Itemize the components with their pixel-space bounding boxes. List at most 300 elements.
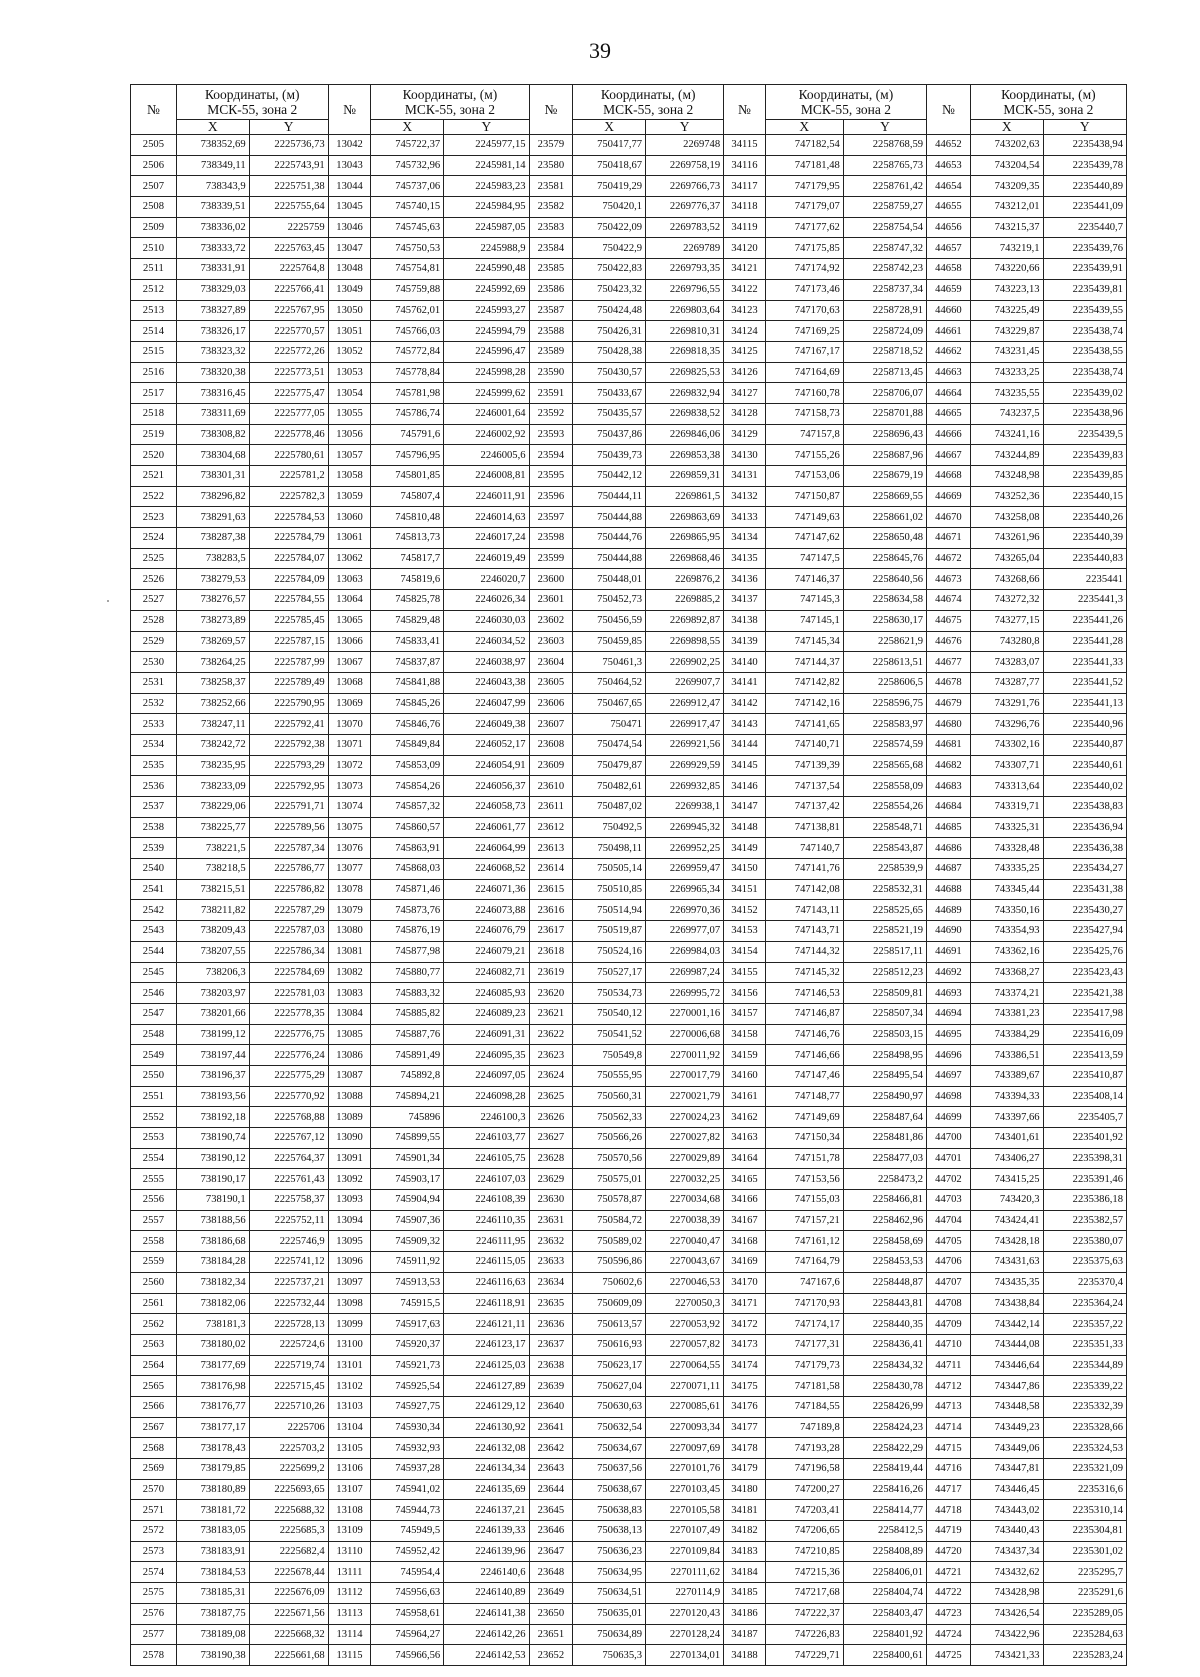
coord-header-line2: МСК-55, зона 2 [603,102,694,117]
point-number: 34131 [724,466,766,487]
y-coordinate: 2225767,95 [249,300,328,321]
y-coordinate: 2225719,74 [249,1355,328,1376]
point-number: 13071 [328,734,371,755]
y-coordinate: 2235441,28 [1043,631,1126,652]
x-coordinate: 743335,25 [970,859,1043,880]
y-coordinate: 2246026,34 [444,590,529,611]
x-coordinate: 743209,35 [970,176,1043,197]
x-coordinate: 738207,55 [176,941,249,962]
point-number: 44710 [927,1334,971,1355]
y-coordinate: 2225789,56 [249,817,328,838]
point-number: 2570 [131,1479,177,1500]
table-row [131,1521,1127,1542]
x-coordinate: 747145,1 [765,610,843,631]
point-number: 13085 [328,1024,371,1045]
x-coordinate: 745740,15 [371,197,444,218]
table-row [131,1190,1127,1211]
x-coordinate: 745956,63 [371,1583,444,1604]
point-number: 13114 [328,1624,371,1645]
x-coordinate: 750596,86 [573,1252,646,1273]
x-coordinate: 745754,81 [371,259,444,280]
x-coordinate: 745877,98 [371,941,444,962]
x-coordinate: 747150,34 [765,1128,843,1149]
y-header: Y [249,120,328,135]
y-coordinate: 2225693,65 [249,1479,328,1500]
x-coordinate: 750623,17 [573,1355,646,1376]
y-coordinate: 2235440,02 [1043,776,1126,797]
x-coordinate: 738242,72 [176,734,249,755]
point-number: 44686 [927,838,971,859]
x-coordinate: 745817,7 [371,548,444,569]
y-coordinate: 2225743,91 [249,155,328,176]
x-coordinate: 743374,21 [970,983,1043,1004]
point-number: 34157 [724,1003,766,1024]
x-coordinate: 750419,29 [573,176,646,197]
x-coordinate: 747138,81 [765,817,843,838]
table-row [131,1562,1127,1583]
x-coordinate: 745949,5 [371,1521,444,1542]
y-coordinate: 2258422,29 [843,1438,926,1459]
y-coordinate: 2258661,02 [843,507,926,528]
point-number: 44672 [927,548,971,569]
x-coordinate: 750634,51 [573,1583,646,1604]
table-row [131,1417,1127,1438]
y-coordinate: 2225710,26 [249,1396,328,1417]
y-coordinate: 2235304,81 [1043,1521,1126,1542]
x-coordinate: 743212,01 [970,197,1043,218]
x-coordinate: 738258,37 [176,672,249,693]
point-number: 2559 [131,1252,177,1273]
y-coordinate: 2258477,03 [843,1148,926,1169]
x-coordinate: 745854,26 [371,776,444,797]
point-number: 34124 [724,321,766,342]
y-coordinate: 2269929,59 [646,755,724,776]
y-coordinate: 2246049,38 [444,714,529,735]
x-coordinate: 747226,83 [765,1624,843,1645]
y-coordinate: 2258543,87 [843,838,926,859]
x-coordinate: 743401,61 [970,1128,1043,1149]
y-coordinate: 2245987,05 [444,217,529,238]
x-coordinate: 750638,13 [573,1521,646,1542]
y-header: Y [1043,120,1126,135]
y-coordinate: 2269898,55 [646,631,724,652]
y-coordinate: 2270071,11 [646,1376,724,1397]
table-row [131,1065,1127,1086]
y-coordinate: 2269868,46 [646,548,724,569]
table-row [131,1128,1127,1149]
x-coordinate: 745873,76 [371,900,444,921]
x-coordinate: 747139,39 [765,755,843,776]
point-number: 34137 [724,590,766,611]
x-coordinate: 743215,37 [970,217,1043,238]
y-coordinate: 2225763,45 [249,238,328,259]
y-coordinate: 2269863,69 [646,507,724,528]
x-coordinate: 750634,89 [573,1624,646,1645]
y-coordinate: 2235427,94 [1043,921,1126,942]
x-coordinate: 743442,14 [970,1314,1043,1335]
x-coordinate: 745845,26 [371,693,444,714]
x-coordinate: 745896 [371,1107,444,1128]
point-number: 34170 [724,1272,766,1293]
y-coordinate: 2270038,39 [646,1210,724,1231]
y-coordinate: 2235439,83 [1043,445,1126,466]
x-coordinate: 750613,57 [573,1314,646,1335]
point-number: 34122 [724,279,766,300]
point-number: 2561 [131,1293,177,1314]
y-coordinate: 2270128,24 [646,1624,724,1645]
x-coordinate: 738188,56 [176,1210,249,1231]
x-coordinate: 738181,3 [176,1314,249,1335]
y-coordinate: 2246079,21 [444,941,529,962]
point-number: 34188 [724,1645,766,1666]
x-coordinate: 745952,42 [371,1541,444,1562]
y-coordinate: 2246097,05 [444,1065,529,1086]
y-coordinate: 2225706 [249,1417,328,1438]
point-number: 34144 [724,734,766,755]
x-coordinate: 750527,17 [573,962,646,983]
y-coordinate: 2235440,89 [1043,176,1126,197]
y-coordinate: 2269892,87 [646,610,724,631]
x-coordinate: 743428,18 [970,1231,1043,1252]
table-row [131,1148,1127,1169]
point-number: 44677 [927,652,971,673]
y-coordinate: 2235301,02 [1043,1541,1126,1562]
y-coordinate: 2225758,37 [249,1190,328,1211]
y-coordinate: 2269917,47 [646,714,724,735]
x-coordinate: 750562,33 [573,1107,646,1128]
point-number: 2555 [131,1169,177,1190]
point-number: 2539 [131,838,177,859]
coord-header-line2: МСК-55, зона 2 [404,102,496,117]
x-coordinate: 750456,59 [573,610,646,631]
x-coordinate: 743420,3 [970,1190,1043,1211]
x-coordinate: 743283,07 [970,652,1043,673]
point-number: 23602 [529,610,573,631]
x-coordinate: 747229,71 [765,1645,843,1666]
point-number: 44658 [927,259,971,280]
point-number: 44684 [927,797,971,818]
point-number: 44670 [927,507,971,528]
y-coordinate: 2246107,03 [444,1169,529,1190]
point-number: 44656 [927,217,971,238]
num-header: № [529,85,573,135]
table-row [131,1231,1127,1252]
point-number: 44725 [927,1645,971,1666]
point-number: 23611 [529,797,573,818]
point-number: 13076 [328,838,371,859]
coord-header [573,85,724,120]
point-number: 34132 [724,486,766,507]
y-coordinate: 2246142,26 [444,1624,529,1645]
y-coordinate: 2225764,37 [249,1148,328,1169]
y-coordinate: 2258481,86 [843,1128,926,1149]
y-coordinate: 2235357,22 [1043,1314,1126,1335]
y-coordinate: 2235295,7 [1043,1562,1126,1583]
table-row [131,590,1127,611]
y-coordinate: 2270114,9 [646,1583,724,1604]
x-coordinate: 745903,17 [371,1169,444,1190]
y-coordinate: 2269758,19 [646,155,724,176]
y-coordinate: 2245990,48 [444,259,529,280]
x-coordinate: 745892,8 [371,1065,444,1086]
page-number: 39 [589,38,611,63]
table-row [131,776,1127,797]
x-coordinate: 743368,27 [970,962,1043,983]
y-coordinate: 2258737,34 [843,279,926,300]
y-coordinate: 2246017,24 [444,528,529,549]
y-coordinate: 2269952,25 [646,838,724,859]
x-coordinate: 750420,1 [573,197,646,218]
x-coordinate: 747146,76 [765,1024,843,1045]
x-coordinate: 743443,02 [970,1500,1043,1521]
point-number: 13115 [328,1645,371,1666]
point-number: 13067 [328,652,371,673]
point-number: 2519 [131,424,177,445]
y-coordinate: 2235310,14 [1043,1500,1126,1521]
y-coordinate: 2246034,52 [444,631,529,652]
y-header: Y [444,120,529,135]
num-header: № [927,85,971,135]
y-coordinate: 2246082,71 [444,962,529,983]
point-number: 2547 [131,1003,177,1024]
y-coordinate: 2235413,59 [1043,1045,1126,1066]
point-number: 2556 [131,1190,177,1211]
y-coordinate: 2246132,08 [444,1438,529,1459]
x-coordinate: 747217,68 [765,1583,843,1604]
point-number: 23631 [529,1210,573,1231]
point-number: 13094 [328,1210,371,1231]
x-coordinate: 750492,5 [573,817,646,838]
point-number: 34139 [724,631,766,652]
point-number: 44685 [927,817,971,838]
y-coordinate: 2225737,21 [249,1272,328,1293]
point-number: 44704 [927,1210,971,1231]
point-number: 44701 [927,1148,971,1169]
y-coordinate: 2225773,51 [249,362,328,383]
x-coordinate: 747147,62 [765,528,843,549]
table-row [131,714,1127,735]
coord-header [970,85,1126,120]
x-coordinate: 745937,28 [371,1459,444,1480]
x-coordinate: 743265,04 [970,548,1043,569]
y-coordinate: 2235440,39 [1043,528,1126,549]
x-coordinate: 738215,51 [176,879,249,900]
y-coordinate: 2269853,38 [646,445,724,466]
x-coordinate: 738320,38 [176,362,249,383]
x-coordinate: 750448,01 [573,569,646,590]
x-coordinate: 738287,38 [176,528,249,549]
point-number: 23580 [529,155,573,176]
point-number: 44682 [927,755,971,776]
x-coordinate: 738201,66 [176,1003,249,1024]
y-coordinate: 2270021,79 [646,1086,724,1107]
x-coordinate: 750423,32 [573,279,646,300]
x-coordinate: 743447,86 [970,1376,1043,1397]
point-number: 34177 [724,1417,766,1438]
y-coordinate: 2258406,01 [843,1562,926,1583]
y-coordinate: 2270040,47 [646,1231,724,1252]
point-number: 2549 [131,1045,177,1066]
x-coordinate: 750461,3 [573,652,646,673]
x-coordinate: 747137,42 [765,797,843,818]
x-coordinate: 750636,23 [573,1541,646,1562]
y-coordinate: 2246019,49 [444,548,529,569]
x-coordinate: 747142,08 [765,879,843,900]
y-coordinate: 2235436,94 [1043,817,1126,838]
y-coordinate: 2225724,6 [249,1334,328,1355]
point-number: 44703 [927,1190,971,1211]
y-coordinate: 2235438,83 [1043,797,1126,818]
x-coordinate: 738183,05 [176,1521,249,1542]
y-coordinate: 2269796,55 [646,279,724,300]
table-row [131,1438,1127,1459]
point-number: 2569 [131,1459,177,1480]
x-coordinate: 745868,03 [371,859,444,880]
x-coordinate: 743437,34 [970,1541,1043,1562]
point-number: 2527 [131,590,177,611]
y-coordinate: 2246134,34 [444,1459,529,1480]
y-coordinate: 2258621,9 [843,631,926,652]
point-number: 13044 [328,176,371,197]
y-coordinate: 2235439,91 [1043,259,1126,280]
x-coordinate: 745876,19 [371,921,444,942]
point-number: 13098 [328,1293,371,1314]
y-coordinate: 2235441,26 [1043,610,1126,631]
point-number: 34152 [724,900,766,921]
x-coordinate: 747175,85 [765,238,843,259]
x-coordinate: 747153,56 [765,1169,843,1190]
y-coordinate: 2235408,14 [1043,1086,1126,1107]
y-coordinate: 2225784,09 [249,569,328,590]
point-number: 2542 [131,900,177,921]
x-coordinate: 738221,5 [176,838,249,859]
y-coordinate: 2245981,14 [444,155,529,176]
x-coordinate: 738326,17 [176,321,249,342]
x-coordinate: 738186,68 [176,1231,249,1252]
table-row [131,1396,1127,1417]
y-coordinate: 2246103,77 [444,1128,529,1149]
x-coordinate: 738343,9 [176,176,249,197]
point-number: 2521 [131,466,177,487]
x-coordinate: 743248,98 [970,466,1043,487]
y-coordinate: 2258687,96 [843,445,926,466]
y-coordinate: 2225793,29 [249,755,328,776]
y-coordinate: 2269984,03 [646,941,724,962]
table-row [131,383,1127,404]
x-coordinate: 747167,6 [765,1272,843,1293]
point-number: 13100 [328,1334,371,1355]
y-coordinate: 2225785,45 [249,610,328,631]
x-coordinate: 747184,55 [765,1396,843,1417]
x-coordinate: 747137,54 [765,776,843,797]
y-coordinate: 2235438,74 [1043,321,1126,342]
y-coordinate: 2225732,44 [249,1293,328,1314]
x-coordinate: 745925,54 [371,1376,444,1397]
y-coordinate: 2235441,33 [1043,652,1126,673]
point-number: 13047 [328,238,371,259]
y-coordinate: 2258606,5 [843,672,926,693]
point-number: 2530 [131,652,177,673]
point-number: 2534 [131,734,177,755]
point-number: 44654 [927,176,971,197]
x-coordinate: 738283,5 [176,548,249,569]
x-coordinate: 747206,65 [765,1521,843,1542]
y-coordinate: 2225787,03 [249,921,328,942]
y-coordinate: 2269825,53 [646,362,724,383]
point-number: 34118 [724,197,766,218]
x-coordinate: 750634,67 [573,1438,646,1459]
x-coordinate: 750602,6 [573,1272,646,1293]
y-coordinate: 2270024,23 [646,1107,724,1128]
point-number: 2577 [131,1624,177,1645]
y-coordinate: 2246056,37 [444,776,529,797]
y-coordinate: 2246140,89 [444,1583,529,1604]
y-coordinate: 2225791,71 [249,797,328,818]
point-number: 34123 [724,300,766,321]
point-number: 34184 [724,1562,766,1583]
y-coordinate: 2235441 [1043,569,1126,590]
point-number: 44700 [927,1128,971,1149]
y-coordinate: 2270050,3 [646,1293,724,1314]
x-coordinate: 743223,13 [970,279,1043,300]
y-coordinate: 2235439,85 [1043,466,1126,487]
point-number: 23627 [529,1128,573,1149]
x-coordinate: 750467,65 [573,693,646,714]
y-coordinate: 2235417,98 [1043,1003,1126,1024]
point-number: 44675 [927,610,971,631]
point-number: 13109 [328,1521,371,1542]
y-coordinate: 2235344,89 [1043,1355,1126,1376]
x-coordinate: 747146,53 [765,983,843,1004]
y-coordinate: 2235439,55 [1043,300,1126,321]
y-coordinate: 2269859,31 [646,466,724,487]
point-number: 13081 [328,941,371,962]
coord-header-line2: МСК-55, зона 2 [1003,102,1094,117]
x-coordinate: 743319,71 [970,797,1043,818]
x-coordinate: 738252,66 [176,693,249,714]
y-coordinate: 2246068,52 [444,859,529,880]
x-coordinate: 750435,57 [573,403,646,424]
y-coordinate: 2225764,8 [249,259,328,280]
y-coordinate: 2225781,2 [249,466,328,487]
y-coordinate: 2235398,31 [1043,1148,1126,1169]
y-coordinate: 2235283,24 [1043,1645,1126,1666]
x-coordinate: 750424,48 [573,300,646,321]
point-number: 13108 [328,1500,371,1521]
point-number: 2505 [131,135,177,156]
y-coordinate: 2270134,01 [646,1645,724,1666]
x-coordinate: 750487,02 [573,797,646,818]
point-number: 34117 [724,176,766,197]
x-coordinate: 743362,16 [970,941,1043,962]
y-coordinate: 2225751,38 [249,176,328,197]
x-coordinate: 745841,88 [371,672,444,693]
point-number: 2545 [131,962,177,983]
point-number: 34121 [724,259,766,280]
x-coordinate: 750609,09 [573,1293,646,1314]
x-coordinate: 747222,37 [765,1603,843,1624]
point-number: 13113 [328,1603,371,1624]
point-number: 2566 [131,1396,177,1417]
y-coordinate: 2235421,38 [1043,983,1126,1004]
y-coordinate: 2269945,32 [646,817,724,838]
x-coordinate: 743449,06 [970,1438,1043,1459]
point-number: 44680 [927,714,971,735]
point-number: 44662 [927,341,971,362]
point-number: 34130 [724,445,766,466]
x-coordinate: 743384,29 [970,1024,1043,1045]
point-number: 13093 [328,1190,371,1211]
